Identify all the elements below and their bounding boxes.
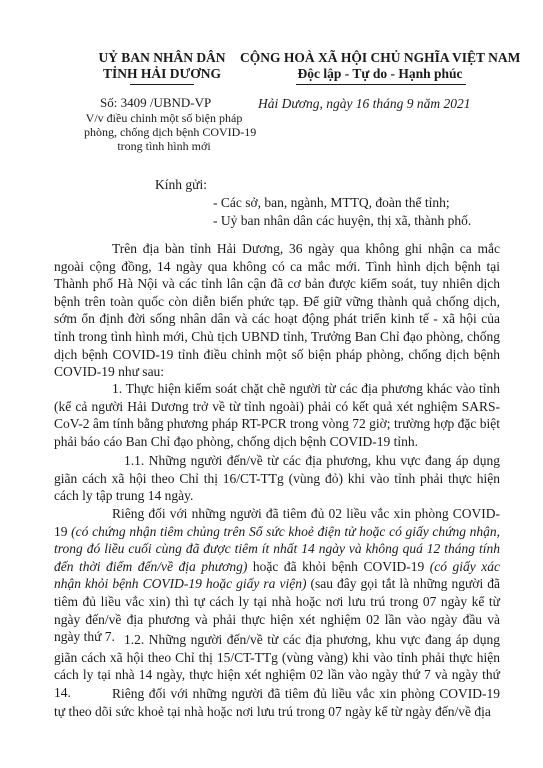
recipient-line1: - Các sở, ban, ngành, MTTQ, đoàn thể tỉnh;	[213, 195, 450, 210]
paragraph-exception-1	[54, 505, 500, 646]
exception-1-rule: (sau đây gọi tắt là những người đã tiêm đủ liều vắc xin) thì tự cách ly tại nhà hoặc nơi lưu trú trong 07 ngày kể từ ngày đến/về địa phương và phải thực hiện xét nghiệm 02 lần vào ngày đầu và ngày thứ 7.	[54, 576, 500, 645]
paragraph-section-1: 1. Thực hiện kiểm soát chặt chẽ người từ các địa phương khác vào tỉnh (kể cả người Hải Dương trở về từ tỉnh ngoài) phải có kết quả xét nghiệm SARS-CoV-2 âm tính bằng phương pháp RT-PCR trong vòng 72 giờ; trường hợp đặc biệt phải báo cáo Ban Chỉ đạo phòng, chống dịch bệnh COVID-19 tỉnh.	[54, 381, 500, 449]
document-date: Hải Dương, ngày 16 tháng 9 năm 2021	[258, 96, 471, 111]
motto-underline	[296, 84, 466, 85]
recipient-line2: - Uỷ ban nhân dân các huyện, thị xã, thành phố.	[213, 213, 472, 228]
exception-1-lead: Riêng đối với những người đã tiêm đủ 02 liều vắc xin phòng COVID-19	[54, 506, 500, 539]
subject-line3: trong tình hình mới	[117, 139, 211, 153]
org-name-line1: UỶ BAN NHÂN DÂN	[98, 50, 226, 65]
recipients-label: Kính gửi:	[155, 177, 207, 192]
document-number: Số: 3409 /UBND-VP	[100, 95, 212, 110]
exception-1-recovered: hoặc đã khỏi bệnh COVID-19	[247, 558, 430, 574]
org-underline	[130, 84, 194, 85]
motto: Độc lập - Tự do - Hạnh phúc	[297, 66, 463, 81]
paragraph-section-1-2: 1.2. Những người đến/về từ các địa phương, khu vực đang áp dụng giãn cách xã hội theo Chỉ thị 15/CT-TTg (vùng vàng) khi vào tỉnh phải thực hiện cách ly tại nhà 14 ngày, thực hiện xét nghiệm 02 lần vào ngày thứ 7 và ngày thứ 14.	[54, 632, 500, 700]
paragraph-exception-2: Riêng đối với những người đã tiêm đủ liều vắc xin phòng COVID-19 tự theo dõi sức khoẻ tại nhà hoặc nơi lưu trú trong 07 ngày kể từ ngày đến/về địa	[54, 686, 500, 719]
paragraph-section-1-1: 1.1. Những người đến/về từ các địa phương, khu vực đang áp dụng giãn cách xã hội theo Chỉ thị 16/CT-TTg (vùng đỏ) khi vào tỉnh phải thực hiện cách ly tập trung 14 ngày.	[54, 453, 500, 504]
paragraph-intro: Trên địa bàn tỉnh Hải Dương, 36 ngày qua không ghi nhận ca mắc ngoài cộng đồng, 14 ngày qua không có ca mắc mới. Tình hình dịch bệnh tại Thành phố Hà Nội và các tỉnh lân cận đã cơ bản được kiểm soát, tuy nhiên dịch bệnh trên toàn quốc còn diễn biến phức tạp. Để giữ vững thành quả chống dịch, sớm ổn định đời sống nhân dân và các hoạt động phát triển kinh tế - xã hội của tỉnh trong tình hình mới, Chủ tịch UBND tỉnh, Trưởng Ban Chỉ đạo phòng, chống dịch bệnh COVID-19 tỉnh điều chỉnh một số biện pháp phòng, chống dịch bệnh COVID-19 như sau:	[54, 241, 500, 380]
exception-1-vaccine-note: (có chứng nhận tiêm chủng trên Sổ sức khoẻ điện tử hoặc có giấy chứng nhận, trong đó liều cuối cùng đã được tiêm ít nhất 14 ngày và không quá 12 tháng tính đến thời điểm đến/về địa phương)	[54, 523, 501, 574]
subject-line1: V/v điều chỉnh một số biện pháp	[85, 111, 243, 125]
exception-1-recovery-note: (có giấy xác nhận khỏi bệnh COVID-19 hoặc giấy ra viện)	[54, 558, 500, 592]
org-name-line2: TỈNH HẢI DƯƠNG	[102, 66, 221, 81]
country-name: CỘNG HOÀ XÃ HỘI CHỦ NGHĨA VIỆT NAM	[240, 50, 521, 65]
subject-line2: phòng, chống dịch bệnh COVID-19	[84, 125, 257, 139]
